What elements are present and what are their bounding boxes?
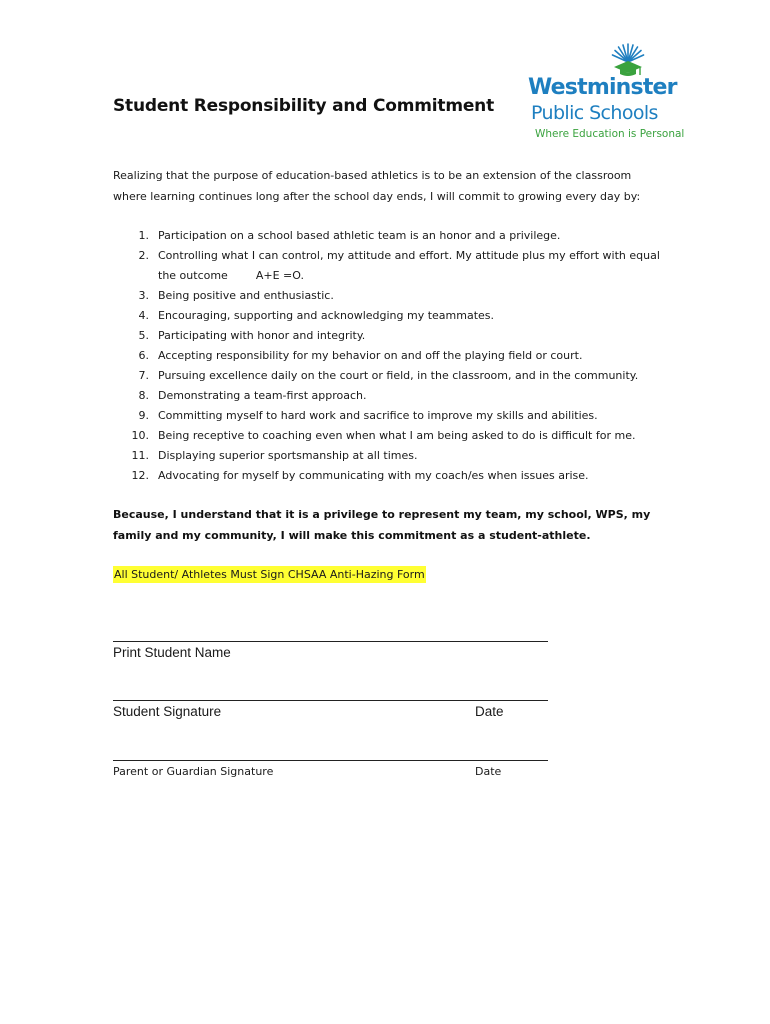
list-item: 11. Displaying superior sportsmanship at all times. xyxy=(131,449,418,462)
list-item: 12. Advocating for myself by communicating with my coach/es when issues arise. xyxy=(131,469,589,482)
print-name-line[interactable] xyxy=(113,641,548,642)
logo-subtitle: Public Schools xyxy=(531,102,658,124)
list-item: 8. Demonstrating a team-first approach. xyxy=(138,389,367,402)
anti-hazing-notice: All Student/ Athletes Must Sign CHSAA Anti-Hazing Form xyxy=(114,568,425,581)
parent-signature-label: Parent or Guardian Signature xyxy=(113,765,274,778)
student-signature-label: Student Signature xyxy=(113,704,222,719)
student-date-label: Date xyxy=(475,704,504,719)
list-item: 2. Controlling what I can control, my attitude and effort. My attitude plus my effort with equal the outcome A+E =O. xyxy=(138,249,660,282)
print-name-label: Print Student Name xyxy=(113,645,231,660)
list-item: 5. Participating with honor and integrity. xyxy=(138,329,366,342)
parent-signature-line[interactable] xyxy=(113,760,548,761)
list-item: 7. Pursuing excellence daily on the court or field, in the classroom, and in the community. xyxy=(138,369,639,382)
logo-wordmark: Westminster xyxy=(528,75,677,100)
commitment-statement: Because, I understand that it is a privilege to represent my team, my school, WPS, my family and my community, I will make this commitment as a student-athlete. xyxy=(113,508,651,542)
list-item: 10. Being receptive to coaching even when what I am being asked to do is difficult for me. xyxy=(131,429,636,442)
list-item: 9. Committing myself to hard work and sacrifice to improve my skills and abilities. xyxy=(138,409,598,422)
student-signature-line[interactable] xyxy=(113,700,548,701)
list-item: 4. Encouraging, supporting and acknowledging my teammates. xyxy=(138,309,495,322)
list-item: 1. Participation on a school based athletic team is an honor and a privilege. xyxy=(138,229,561,242)
document-title: Student Responsibility and Commitment xyxy=(113,96,495,116)
commitment-list xyxy=(113,226,673,486)
logo-tagline: Where Education is Personal xyxy=(535,128,685,140)
westminster-logo xyxy=(528,42,703,144)
list-item: 6. Accepting responsibility for my behavior on and off the playing field or court. xyxy=(138,349,583,362)
parent-date-label: Date xyxy=(475,765,502,778)
list-item: 3. Being positive and enthusiastic. xyxy=(138,289,334,302)
intro-paragraph: Realizing that the purpose of education-based athletics is to be an extension of the classroom where learning continues long after the school day ends, I will commit to growing every day by: xyxy=(113,169,641,203)
formula: A+E =O. xyxy=(255,269,304,282)
